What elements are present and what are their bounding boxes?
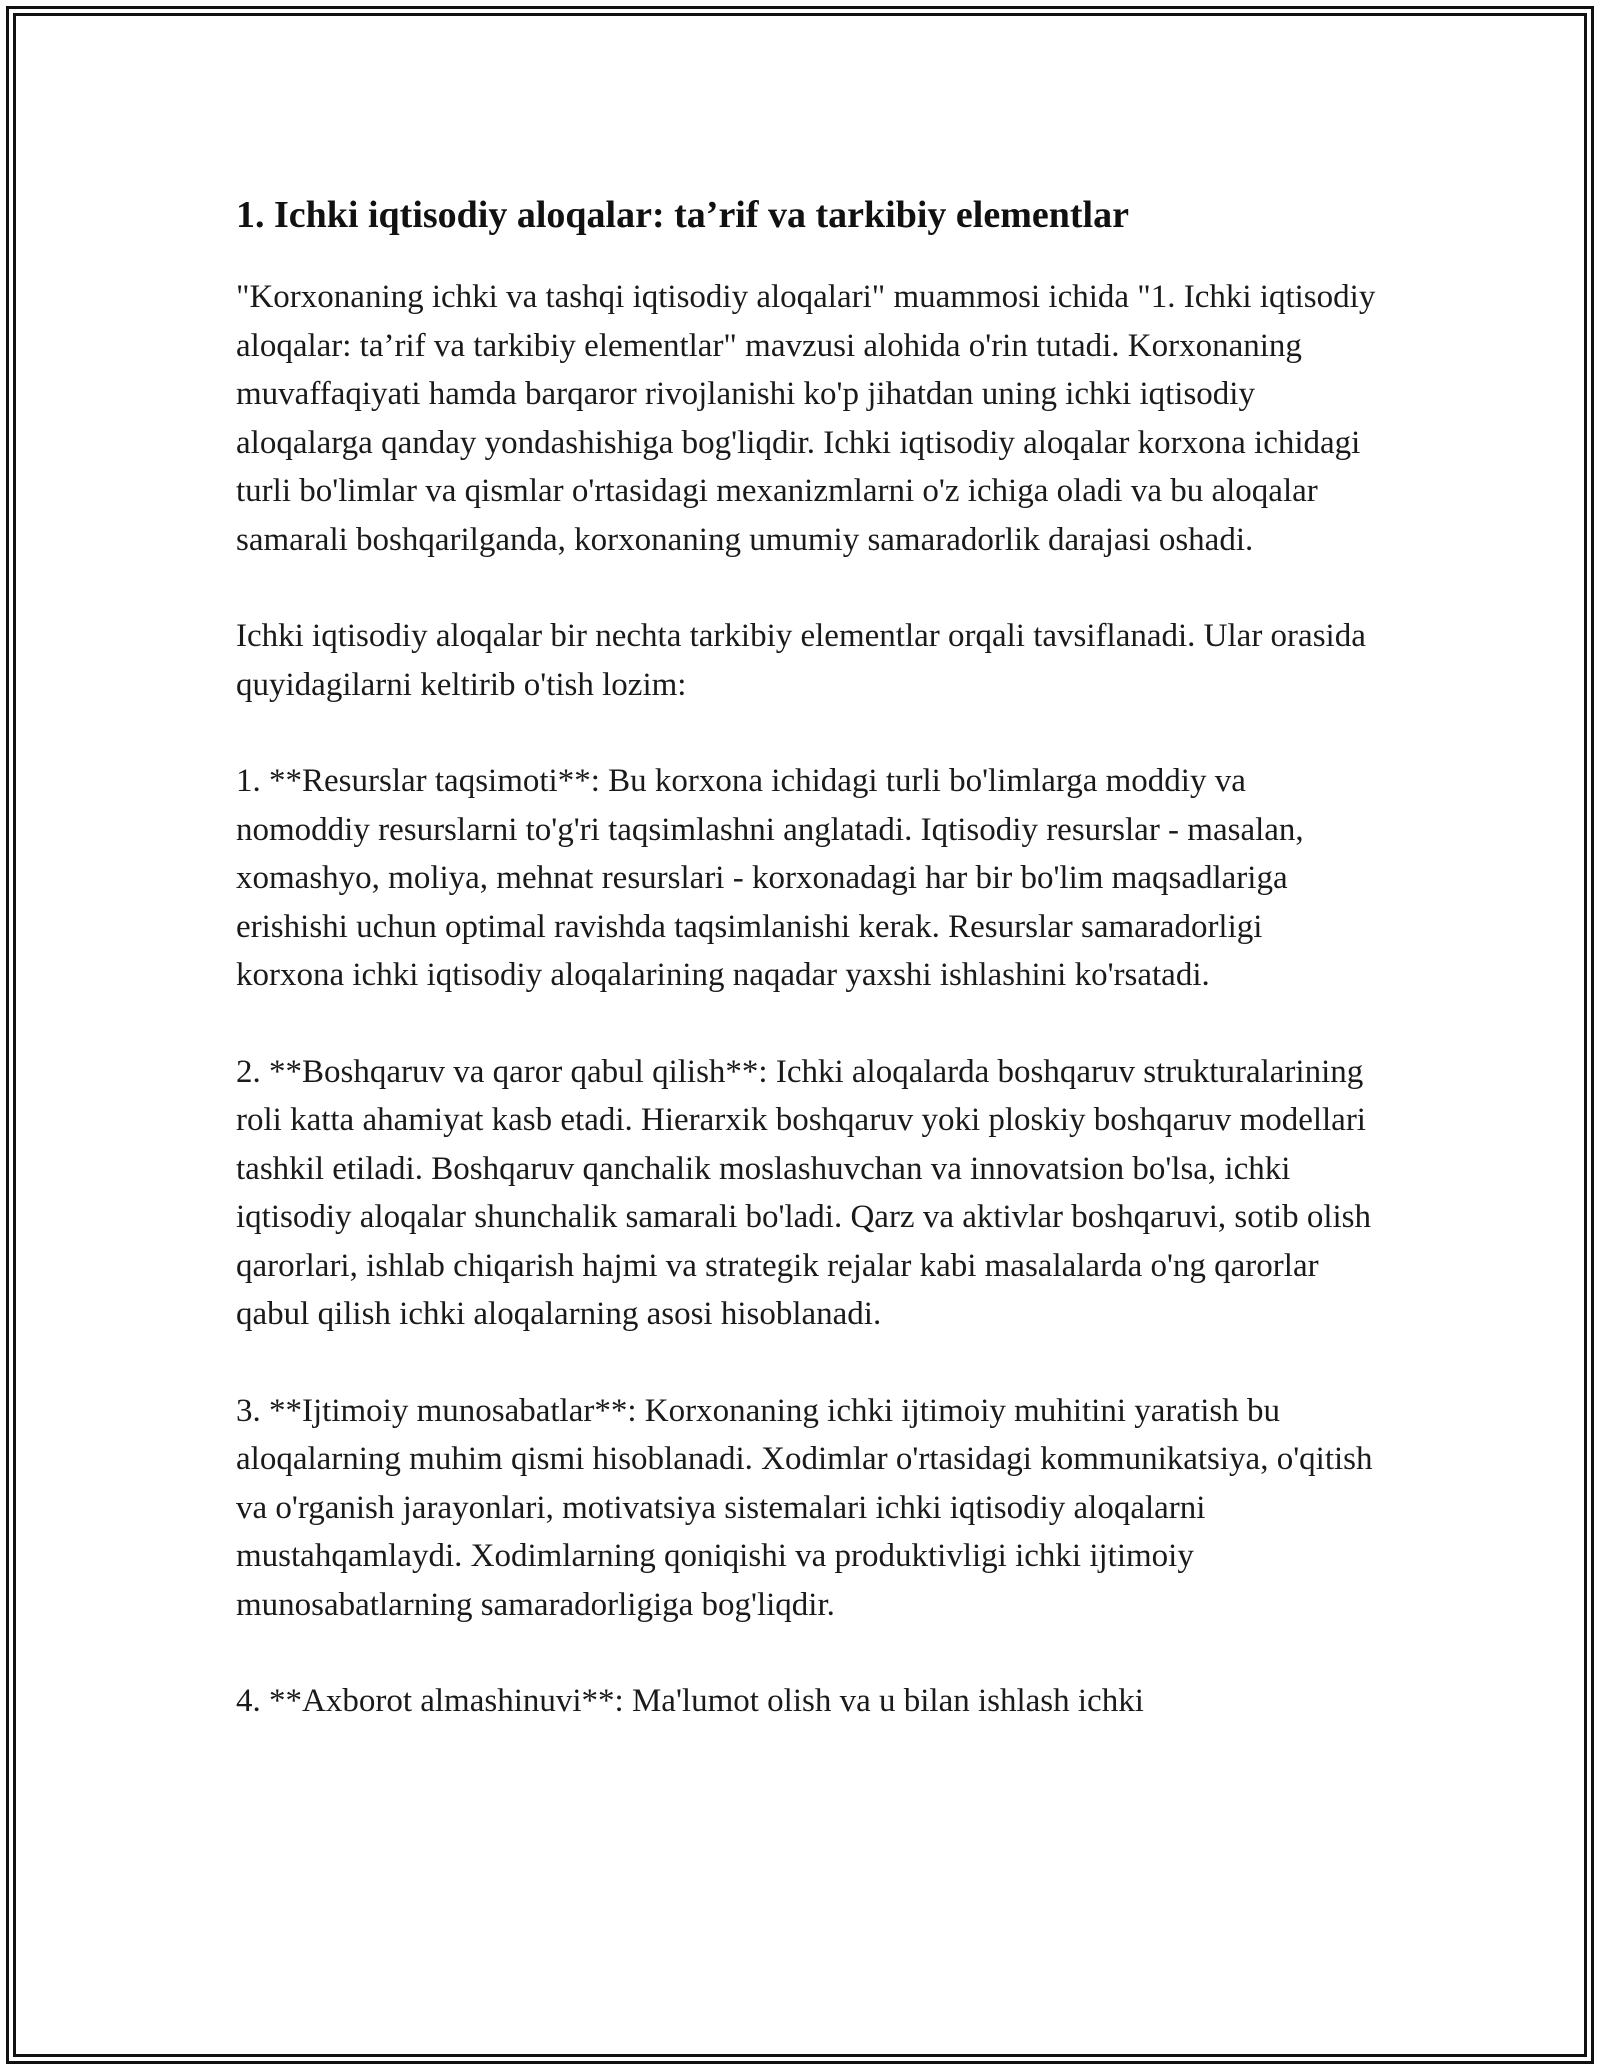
list-item-social-relations: 3. **Ijtimoiy munosabatlar**: Korxonaning ichki ijtimoiy muhitini yaratish bu aloqalarning muhim qismi hisoblanadi. Xodimlar o'rtasidagi kommunikatsiya, o'qitish va o'rganish jarayonlari, motivatsiya sistemalari ichki iqtisodiy aloqalarni mustahqamlaydi. Xodimlarning qoniqishi va produktivligi ichki ijtimoiy munosabatlarning samaradorligiga bog'liqdir. [236,1392,1373,1623]
document-body [236,183,1376,1726]
list-item-resource-allocation: 1. **Resurslar taqsimoti**: Bu korxona ichidagi turli bo'limlarga moddiy va nomoddiy resurslarni to'g'ri taqsimlashni anglatadi. Iqtisodiy resurslar - masalan, xomashyo, moliya, mehnat resurslari - korxonadagi har bir bo'lim maqsadlariga erishishi uchun optimal ravishda taqsimlanishi kerak. Resurslar samaradorligi korxona ichki iqtisodiy aloqalarining naqadar yaxshi ishlashini ko'rsatadi. [236,763,1304,993]
list-item-information-exchange: 4. **Axborot almashinuvi**: Ma'lumot olish va u bilan ishlash ichki [236,1683,1144,1719]
intro-paragraph: "Korxonaning ichki va tashqi iqtisodiy aloqalari" muammosi ichida "1. Ichki iqtisodiy aloqalar: ta’rif va tarkibiy elementlar" mavzusi alohida o'rin tutadi. Korxonaning muvaffaqiyati hamda barqaror rivojlanishi ko'p jihatdan uning ichki iqtisodiy aloqalarga qanday yondashishiga bog'liqdir. Ichki iqtisodiy aloqalar korxona ichidagi turli bo'limlar va qismlar o'rtasidagi mexanizmlarni o'z ichiga oladi va bu aloqalar samarali boshqarilganda, korxonaning umumiy samaradorlik darajasi oshadi. [236,279,1376,558]
section-heading: 1. Ichki iqtisodiy aloqalar: ta’rif va tarkibiy elementlar [236,194,1129,236]
list-item-management-decisions: 2. **Boshqaruv va qaror qabul qilish**: Ichki aloqalarda boshqaruv strukturalarining roli katta ahamiyat kasb etadi. Hierarxik boshqaruv yoki ploskiy boshqaruv modellari tashkil etiladi. Boshqaruv qanchalik moslashuvchan va innovatsion bo'lsa, ichki iqtisodiy aloqalar shunchalik samarali bo'ladi. Qarz va aktivlar boshqaruvi, sotib olish qarorlari, ishlab chiqarish hajmi va strategik rejalar kabi masalalarda o'ng qarorlar qabul qilish ichki aloqalarning asosi hisoblanadi. [236,1053,1372,1332]
elements-intro-paragraph: Ichki iqtisodiy aloqalar bir nechta tarkibiy elementlar orqali tavsiflanadi. Ular orasida quyidagilarni keltirib o'tish lozim: [236,618,1366,703]
